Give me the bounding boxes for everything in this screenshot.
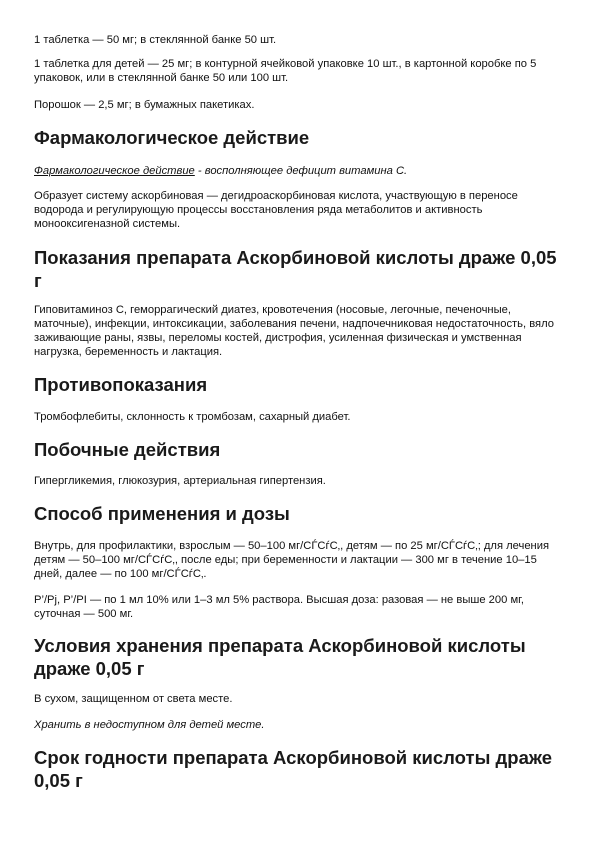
storage-children-text: Хранить в недоступном для детей месте. — [34, 719, 265, 731]
indications-text: Гиповитаминоз С, геморрагический диатез, кровотечения (носовые, легочные, печеночные, маточные), инфекции, интоксикации, заболевания печени, надпочечниковая недостаточность, вяло заживающие раны, язвы, переломы костей, дистрофия, усиленная физическая и умственная нагрузка, беременность и лактация. — [34, 304, 554, 358]
contraindications-text: Тромбофлебиты, склонность к тромбозам, сахарный диабет. — [34, 411, 351, 423]
storage-text: В сухом, защищенном от света месте. — [34, 693, 233, 705]
dosage-injection-text: Р’/Рј, Р’/РІ — по 1 мл 10% или 1–3 мл 5% раствора. Высшая доза: разовая — не выше 200 мг, суточная — 500 мг. — [34, 594, 524, 620]
side-effects-heading: Побочные действия — [34, 439, 221, 460]
side-effects-text: Гипергликемия, глюкозурия, артериальная гипертензия. — [34, 475, 326, 487]
storage-heading: Условия хранения препарата Аскорбиновой кислоты драже 0,05 г — [34, 635, 526, 679]
pharmacology-text: Образует систему аскорбиновая — дегидроаскорбиновая кислота, участвующую в переносе водорода и регулирующую процессы восстановления ряда метаболитов и активность монооксигеназной системы. — [34, 190, 518, 230]
pharmacology-summary — [34, 164, 561, 178]
shelf-life-heading: Срок годности препарата Аскорбиновой кислоты драже 0,05 г — [34, 747, 553, 791]
composition-child-tablet: 1 таблетка для детей — 25 мг; в контурной ячейковой упаковке 10 шт., в картонной коробке по 5 упаковок, или в стеклянной банке 50 или 100 шт. — [34, 58, 537, 84]
contraindications-heading: Противопоказания — [34, 374, 208, 395]
pharmacology-heading: Фармакологическое действие — [34, 127, 310, 148]
pharmacology-link[interactable]: Фармакологическое действие — [34, 165, 195, 177]
pharmacology-summary-text: - восполняющее дефицит витамина С. — [194, 165, 408, 177]
composition-powder: Порошок — 2,5 мг; в бумажных пакетиках. — [34, 99, 255, 111]
dosage-oral-text: Внутрь, для профилактики, взрослым — 50–100 мг/СЃСѓС‚, детям — по 25 мг/СЃСѓС‚; для лечения детям — 50–100 мг/СЃСѓС‚, после еды; при беременности и лактации — 300 мг в течение 10–15 дней, далее — по 100 мг/СЃСѓС‚. — [34, 540, 550, 580]
indications-heading: Показания препарата Аскорбиновой кислоты драже 0,05 г — [34, 247, 557, 291]
composition-tablet: 1 таблетка — 50 мг; в стеклянной банке 50 шт. — [34, 34, 277, 46]
dosage-heading: Способ применения и дозы — [34, 503, 290, 524]
